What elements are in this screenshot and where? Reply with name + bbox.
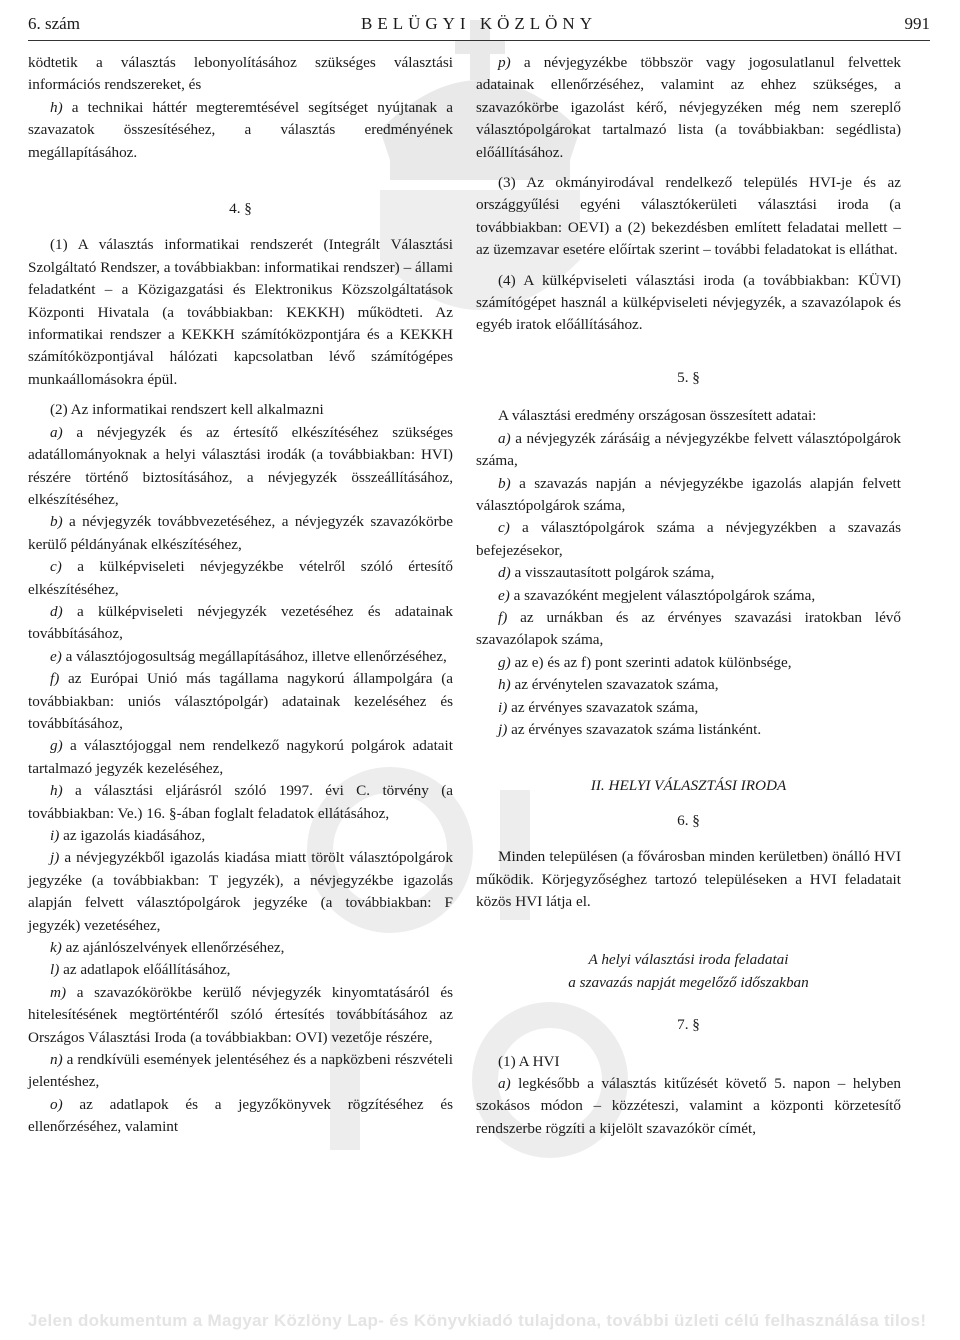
item-text: a szavazókörökbe kerülő névjegyzék kinyomtatásáról és hitelesítésének megtörténtéről szóló értesítés továbbításához az Országos Választási Iroda (a továbbiakban: OVI) vezetője részére,	[28, 983, 453, 1046]
subtitle-line-1: A helyi választási iroda feladatai	[588, 951, 789, 969]
list-item	[28, 825, 453, 847]
item-label: g)	[50, 737, 63, 755]
item-label: f)	[498, 608, 508, 626]
item-label: d)	[50, 602, 63, 620]
list-item	[28, 511, 453, 556]
list-item	[28, 601, 453, 646]
page-number: 991	[904, 14, 930, 33]
item-text: a külképviseleti névjegyzékbe vételről szóló értesítő elkészítéséhez,	[28, 558, 453, 598]
right-column	[476, 52, 901, 1140]
issue-number: 6. szám	[28, 14, 80, 33]
item-text: az urnákban és az érvényes szavazási iratokban lévő szavazólapok száma,	[476, 608, 901, 649]
item-text: az igazolás kiadásához,	[59, 827, 206, 844]
section-6-heading: 6. §	[677, 811, 700, 829]
item-label: j)	[498, 720, 508, 738]
copyright-notice: Jelen dokumentum a Magyar Közlöny Lap- és Könyvkiadó tulajdona, további üzleti célú felhasználása tilos!	[28, 1311, 927, 1330]
list-item	[476, 517, 901, 562]
chapter-2-title: II. HELYI VÁLASZTÁSI IRODA	[590, 777, 787, 795]
list-item	[28, 982, 453, 1049]
item-label: i)	[50, 827, 60, 844]
item-label: d)	[498, 564, 511, 582]
list-item	[28, 556, 453, 601]
item-label: o)	[50, 1095, 63, 1113]
list-item	[28, 780, 453, 825]
list-item	[28, 735, 453, 780]
list-item	[28, 959, 453, 981]
item-label: g)	[498, 653, 511, 671]
item-label: f)	[50, 670, 60, 688]
item-text: a névjegyzékből igazolás kiadása miatt törölt választópolgárok jegyzéke (a továbbiakban: T jegyzék), a névjegyzékbe igazolás alapján felvett választópolgárok jegyzéke (a továbbiakban: F jegyzék) vezetéséhez,	[28, 849, 453, 934]
list-item	[476, 607, 901, 652]
item-label: a)	[50, 423, 63, 441]
item-label: e)	[498, 586, 510, 604]
item-text: az ajánlószelvények ellenőrzéséhez,	[61, 939, 285, 957]
list-item	[28, 847, 453, 937]
subtitle-line-2: a szavazás napját megelőző időszakban	[568, 973, 809, 991]
section-4-para-2: (2) Az informatikai rendszert kell alkalmazni	[50, 401, 324, 419]
list-item	[476, 428, 901, 473]
list-item	[476, 652, 901, 674]
item-text: a névjegyzékbe többször vagy jogosulatlanul felvettek adatainak ellenőrzéséhez, valamint az ehhez szükséges, a szavazókörbe igazolást kérő, névjegyzéken még nem szereplő választópolgárokat tartalmazó lista (a továbbiakban: segédlista) előállításához.	[476, 54, 901, 161]
section-4-para-1: (1) A választás informatikai rendszerét (Integrált Választási Szolgáltató Rendszer, a továbbiakban: informatikai rendszer) – állami feladatként – a Közigazgatási és Elektronikus Közszolgáltatások Központi Hivatala (a továbbiakban: KEKKH) működteti. Az informatikai rendszer a KEKKH számítóközpontjára és a KEKKH számítóközpontjával hálózati kapcsolatban lévő számítógépes munkaállomásokra épül.	[28, 236, 453, 388]
list-item	[28, 1049, 453, 1094]
list-item	[476, 585, 901, 607]
item-label: k)	[50, 939, 62, 957]
list-item	[476, 674, 901, 696]
item-text: a rendkívüli események jelentéséhez és a napközbeni részvételi jelentéshez,	[28, 1051, 453, 1091]
item-text: a technikai háttér megteremtésével segítséget nyújtanak a szavazatok összesítéséhez, a választás eredményének megállapításához.	[28, 98, 453, 161]
section-7-para-1: (1) A HVI	[498, 1052, 560, 1070]
section-6-para: Minden településen (a fővárosban minden kerületben) önálló HVI működik. Körjegyzőséghez tartozó településeken a HVI feladatait közös HVI látja el.	[476, 848, 901, 910]
section-4-item-p	[476, 52, 901, 164]
item-label: m)	[50, 983, 67, 1001]
section-4-para-4: (4) A külképviseleti választási iroda (a továbbiakban: KÜVI) számítógépet használ a külképviseleti névjegyzék, a szavazólapok és egyéb iratok előállításához.	[476, 271, 901, 334]
left-column	[28, 52, 453, 1139]
list-item	[28, 937, 453, 959]
list-item	[28, 646, 453, 668]
section-5-para: A választási eredmény országosan összesített adatai:	[498, 407, 817, 425]
item-text: a visszautasított polgárok száma,	[510, 564, 715, 582]
list-item	[476, 562, 901, 584]
item-text: a névjegyzék és az értesítő elkészítéséhez szükséges adatállományoknak a helyi választási irodák (a továbbiakban: HVI) részére történő biztosításához, a névjegyzék összeállításához, elkészítéséhez,	[28, 423, 453, 508]
item-text: az adatlapok és a jegyzőkönyvek rögzítéséhez és ellenőrzéséhez, valamint	[28, 1095, 453, 1136]
item-text: legkésőbb a választás kitűzését követő 5. napon – helyben szokásos módon – közzéteszi, valamint a központi körzetesítő rendszerbe rögzíti a kijelölt szavazókör címét,	[476, 1075, 901, 1137]
item-text: a szavazóként megjelent választópolgárok száma,	[509, 586, 816, 604]
item-label: h)	[50, 98, 63, 116]
item-text: az e) és az f) pont szerinti adatok különbsége,	[510, 653, 792, 671]
section-7-heading: 7. §	[677, 1016, 700, 1034]
item-label: b)	[50, 513, 63, 531]
item-label: p)	[498, 54, 511, 71]
list-item	[476, 719, 901, 741]
item-text: a választópolgárok száma a névjegyzékben a szavazás befejezésekor,	[476, 519, 901, 559]
item-text: a névjegyzék továbbvezetéséhez, a névjegyzék szavazókörbe kerülő példányának elkészítéséhez,	[28, 513, 453, 553]
item-label: a)	[498, 1075, 511, 1093]
section-5-heading: 5. §	[677, 368, 700, 386]
header-rule	[28, 40, 930, 41]
item-label: j)	[50, 849, 60, 867]
item-label: e)	[50, 647, 62, 665]
item-label: c)	[50, 558, 62, 576]
item-label: h)	[498, 676, 511, 694]
list-item	[28, 422, 453, 512]
list-item	[28, 668, 453, 735]
intro-item-h	[28, 97, 453, 164]
item-label: b)	[498, 474, 511, 492]
section-5-item-list	[476, 428, 901, 742]
section-4-item-list	[28, 422, 453, 1139]
item-text: az érvénytelen szavazatok száma,	[510, 676, 719, 694]
item-label: l)	[50, 961, 60, 979]
item-text: az Európai Unió más tagállama nagykorú állampolgára (a továbbiakban: uniós választópolgár) adatainak kezeléséhez és továbbításához,	[28, 670, 453, 732]
journal-title: BELÜGYI KÖZLÖNY	[360, 14, 597, 33]
item-label: n)	[50, 1051, 63, 1069]
section-7-item-a	[476, 1073, 901, 1140]
intro-paragraph: ködtetik a választás lebonyolításához szükséges választási információs rendszereket, és	[28, 54, 453, 94]
item-text: a külképviseleti névjegyzék vezetéséhez és adatainak továbbításához,	[28, 602, 453, 643]
item-text: a választási eljárásról szóló 1997. évi C. törvény (a továbbiakban: Ve.) 16. §-ában foglalt feladatok ellátásához,	[28, 782, 453, 822]
list-item	[476, 697, 901, 719]
item-text: az érvényes szavazatok száma listánként.	[507, 720, 762, 738]
item-text: a választójogosultság megállapításához, illetve ellenőrzéséhez,	[61, 647, 447, 665]
footer-banner	[0, 1307, 960, 1340]
item-text: az érvényes szavazatok száma,	[507, 698, 699, 716]
item-label: i)	[498, 698, 508, 716]
item-label: h)	[50, 782, 63, 800]
item-text: a névjegyzék zárásáig a névjegyzékbe felvett választópolgárok száma,	[476, 429, 901, 470]
section-4-heading: 4. §	[229, 200, 252, 218]
item-text: a szavazás napján a névjegyzékbe igazolás alapján felvett választópolgárok száma,	[476, 474, 901, 514]
section-4-para-3: (3) Az okmányirodával rendelkező település HVI-je és az országgyűlési egyéni választókerületi választási iroda (a továbbiakban: OEVI) a (2) bekezdésben említett feladatai mellett – az üzemzavar esetére előírtak szerint – további feladatokat is elláthat.	[476, 174, 901, 259]
page-header	[28, 10, 930, 40]
item-text: a választójoggal nem rendelkező nagykorú polgárok adatait tartalmazó jegyzék kezeléséhez,	[28, 737, 453, 777]
item-text: az adatlapok előállításához,	[59, 961, 231, 979]
list-item	[28, 1094, 453, 1139]
item-label: a)	[498, 429, 511, 447]
item-label: c)	[498, 519, 510, 537]
list-item	[476, 473, 901, 518]
